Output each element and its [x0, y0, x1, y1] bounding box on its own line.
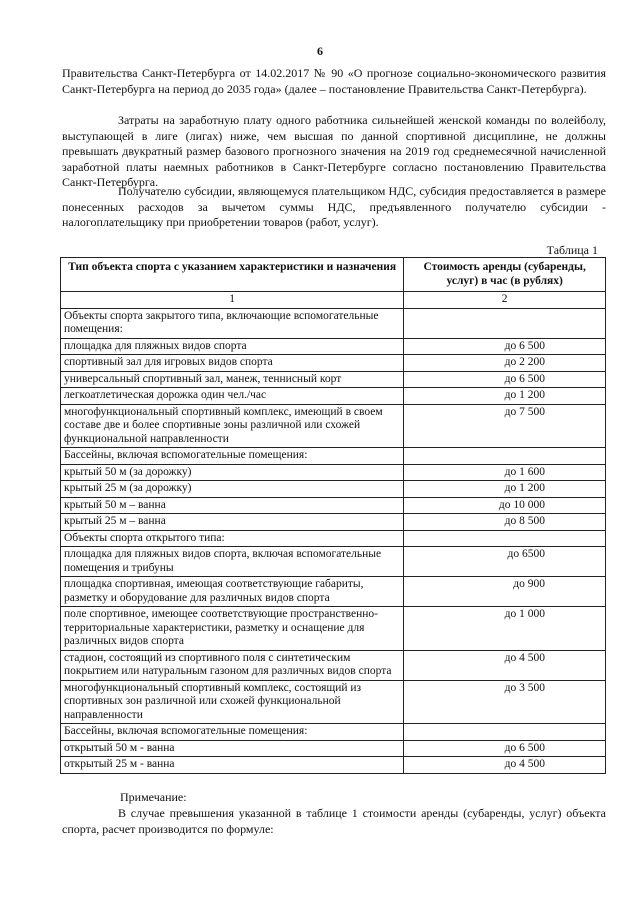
- header-object-type: Тип объекта спорта с указанием характеристики и назначения: [61, 258, 404, 292]
- table-row: [61, 514, 606, 531]
- rent-cost-cell: до 6500: [404, 547, 606, 577]
- table-row: [61, 464, 606, 481]
- table-row: [61, 607, 606, 651]
- object-type-cell: крытый 50 м – ванна: [61, 497, 404, 514]
- rent-cost-cell: до 3 500: [404, 680, 606, 724]
- table-caption: Таблица 1: [546, 243, 598, 257]
- table-row: [61, 404, 606, 448]
- rent-cost-cell: до 4 500: [404, 757, 606, 774]
- rent-cost-cell: [404, 308, 606, 338]
- object-type-cell: Бассейны, включая вспомогательные помещения:: [61, 724, 404, 741]
- table-row: [61, 724, 606, 741]
- header-rent-cost: Стоимость аренды (субаренды, услуг) в час (в рублях): [404, 258, 606, 292]
- rent-cost-cell: [404, 448, 606, 465]
- object-type-cell: многофункциональный спортивный комплекс, состоящий из спортивных зон различной или схожей функциональной направленности: [61, 680, 404, 724]
- table-row: [61, 650, 606, 680]
- table-row: [61, 547, 606, 577]
- paragraph-3: Получателю субсидии, являющемуся плательщиком НДС, субсидия предоставляется в размере понесенных расходов за вычетом суммы НДС, предъявленного получателю субсидии - налогоплательщику при приобретении товаров (работ, услуг).: [62, 184, 606, 229]
- object-type-cell: спортивный зал для игровых видов спорта: [61, 355, 404, 372]
- object-type-cell: Объекты спорта закрытого типа, включающие вспомогательные помещения:: [61, 308, 404, 338]
- table-header-row: [61, 258, 606, 292]
- rent-cost-cell: до 7 500: [404, 404, 606, 448]
- rent-cost-cell: до 8 500: [404, 514, 606, 531]
- note-text: В случае превышения указанной в таблице 1 стоимости аренды (субаренды, услуг) объекта спорта, расчет производится по формуле:: [62, 806, 606, 836]
- object-type-cell: легкоатлетическая дорожка один чел./час: [61, 388, 404, 405]
- object-type-cell: поле спортивное, имеющее соответствующие пространственно-территориальные характеристики, разметку и оснащение для различных видов спорта: [61, 607, 404, 651]
- table-number-row: [61, 292, 606, 309]
- table-row: [61, 338, 606, 355]
- table-row: [61, 757, 606, 774]
- column-number-2: 2: [404, 292, 606, 309]
- rent-cost-cell: до 2 200: [404, 355, 606, 372]
- table-row: [61, 497, 606, 514]
- paragraph-2: Затраты на заработную плату одного работника сильнейшей женской команды по волейболу, выступающей в лиге (лигах) ниже, чем высшая по данной спортивной дисциплине, не должны превышать двукратный размер базового прогнозного значения на 2019 год среднемесячной начисленной заработной платы наемных работников в Санкт-Петербурге согласно постановлению Правительства Санкт-Петербурга.: [62, 113, 606, 189]
- object-type-cell: площадка для пляжных видов спорта: [61, 338, 404, 355]
- rent-cost-cell: до 6 500: [404, 338, 606, 355]
- page-number: 6: [317, 44, 323, 58]
- table-row: [61, 680, 606, 724]
- object-type-cell: крытый 50 м (за дорожку): [61, 464, 404, 481]
- rent-cost-cell: до 1 200: [404, 388, 606, 405]
- table-row: [61, 371, 606, 388]
- table-row: [61, 577, 606, 607]
- object-type-cell: открытый 50 м - ванна: [61, 740, 404, 757]
- object-type-cell: стадион, состоящий из спортивного поля с синтетическим покрытием или натуральным газоном для различных видов спорта: [61, 650, 404, 680]
- object-type-cell: крытый 25 м (за дорожку): [61, 481, 404, 498]
- object-type-cell: универсальный спортивный зал, манеж, теннисный корт: [61, 371, 404, 388]
- paragraph-1: Правительства Санкт-Петербурга от 14.02.2017 № 90 «О прогнозе социально-экономического развития Санкт-Петербурга на период до 2035 года» (далее – постановление Правительства Санкт-Петербурга).: [62, 66, 606, 96]
- rent-cost-cell: до 4 500: [404, 650, 606, 680]
- object-type-cell: площадка для пляжных видов спорта, включая вспомогательные помещения и трибуны: [61, 547, 404, 577]
- table-row: [61, 388, 606, 405]
- rent-cost-cell: до 1 200: [404, 481, 606, 498]
- object-type-cell: Объекты спорта открытого типа:: [61, 530, 404, 547]
- table-row: [61, 481, 606, 498]
- table-row: [61, 355, 606, 372]
- table-row: [61, 308, 606, 338]
- rent-cost-cell: до 10 000: [404, 497, 606, 514]
- rent-cost-cell: до 6 500: [404, 740, 606, 757]
- object-type-cell: Бассейны, включая вспомогательные помещения:: [61, 448, 404, 465]
- object-type-cell: открытый 25 м - ванна: [61, 757, 404, 774]
- note-title: Примечание:: [120, 790, 187, 804]
- rent-cost-cell: [404, 724, 606, 741]
- table-row: [61, 740, 606, 757]
- rent-table: [60, 257, 606, 774]
- object-type-cell: крытый 25 м – ванна: [61, 514, 404, 531]
- rent-cost-cell: до 6 500: [404, 371, 606, 388]
- rent-cost-cell: до 1 000: [404, 607, 606, 651]
- object-type-cell: многофункциональный спортивный комплекс, имеющий в своем составе две и более спортивные зоны различной или схожей функциональной направленности: [61, 404, 404, 448]
- table-row: [61, 448, 606, 465]
- object-type-cell: площадка спортивная, имеющая соответствующие габариты, разметку и оборудование для различных видов спорта: [61, 577, 404, 607]
- rent-cost-cell: до 1 600: [404, 464, 606, 481]
- table-row: [61, 530, 606, 547]
- column-number-1: 1: [61, 292, 404, 309]
- rent-cost-cell: до 900: [404, 577, 606, 607]
- rent-cost-cell: [404, 530, 606, 547]
